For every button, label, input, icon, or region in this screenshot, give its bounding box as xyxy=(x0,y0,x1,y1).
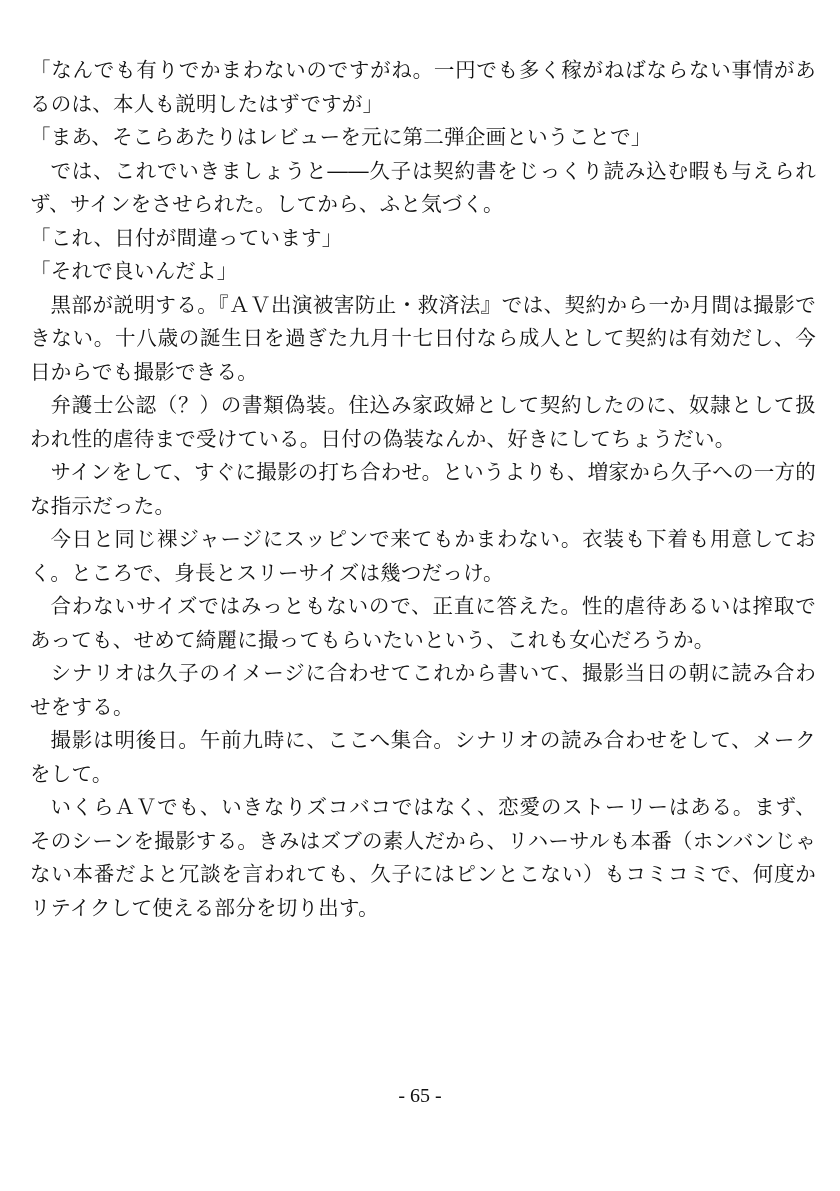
paragraph: 撮影は明後日。午前九時に、ここへ集合。シナリオの読み合わせをして、メークをして。 xyxy=(30,728,816,786)
document-body xyxy=(30,54,816,925)
page-number: - 65 - xyxy=(398,1085,442,1107)
paragraph: 「それで良いんだよ」 xyxy=(30,259,238,283)
paragraph: 今日と同じ裸ジャージにスッピンで来てもかまわない。衣装も下着も用意しておく。ところで、身長とスリーサイズは幾つだっけ。 xyxy=(30,527,816,585)
paragraph: 「これ、日付が間違っています」 xyxy=(30,225,343,250)
paragraph: 黒部が説明する。『ＡＶ出演被害防止・救済法』では、契約から一か月間は撮影できない。十八歳の誕生日を過ぎた九月十七日付なら成人として契約は有効だし、今日からでも撮影できる。 xyxy=(30,292,816,384)
paragraph: 合わないサイズではみっともないので、正直に答えた。性的虐待あるいは搾取であっても、せめて綺麗に撮ってもらいたいという、これも女心だろうか。 xyxy=(30,594,816,652)
paragraph: サインをして、すぐに撮影の打ち合わせ。というよりも、増家から久子への一方的な指示だった。 xyxy=(30,460,816,518)
paragraph: シナリオは久子のイメージに合わせてこれから書いて、撮影当日の朝に読み合わせをする。 xyxy=(30,661,816,719)
paragraph: では、これでいきましょうと――久子は契約書をじっくり読み込む暇も与えられず、サインをさせられた。してから、ふと気づく。 xyxy=(30,158,816,216)
paragraph: 弁護士公認（？）の書類偽装。住込み家政婦として契約したのに、奴隷として扱われ性的虐待まで受けている。日付の偽装なんか、好きにしてちょうだい。 xyxy=(30,393,816,451)
paragraph: 「まあ、そこらあたりはレビューを元に第二弾企画ということで」 xyxy=(30,125,652,149)
paragraph: いくらＡＶでも、いきなりズコバコではなく、恋愛のストーリーはある。まず、そのシーンを撮影する。きみはズブの素人だから、リハーサルも本番（ホンバンじゃない本番だよと冗談を言われても、久子にはピンとこない）もコミコミで、何度かリテイクして使える部分を切り出す。 xyxy=(30,795,816,920)
paragraph: 「なんでも有りでかまわないのですがね。一円でも多く稼がねばならない事情があるのは、本人も説明したはずですが」 xyxy=(30,58,816,116)
